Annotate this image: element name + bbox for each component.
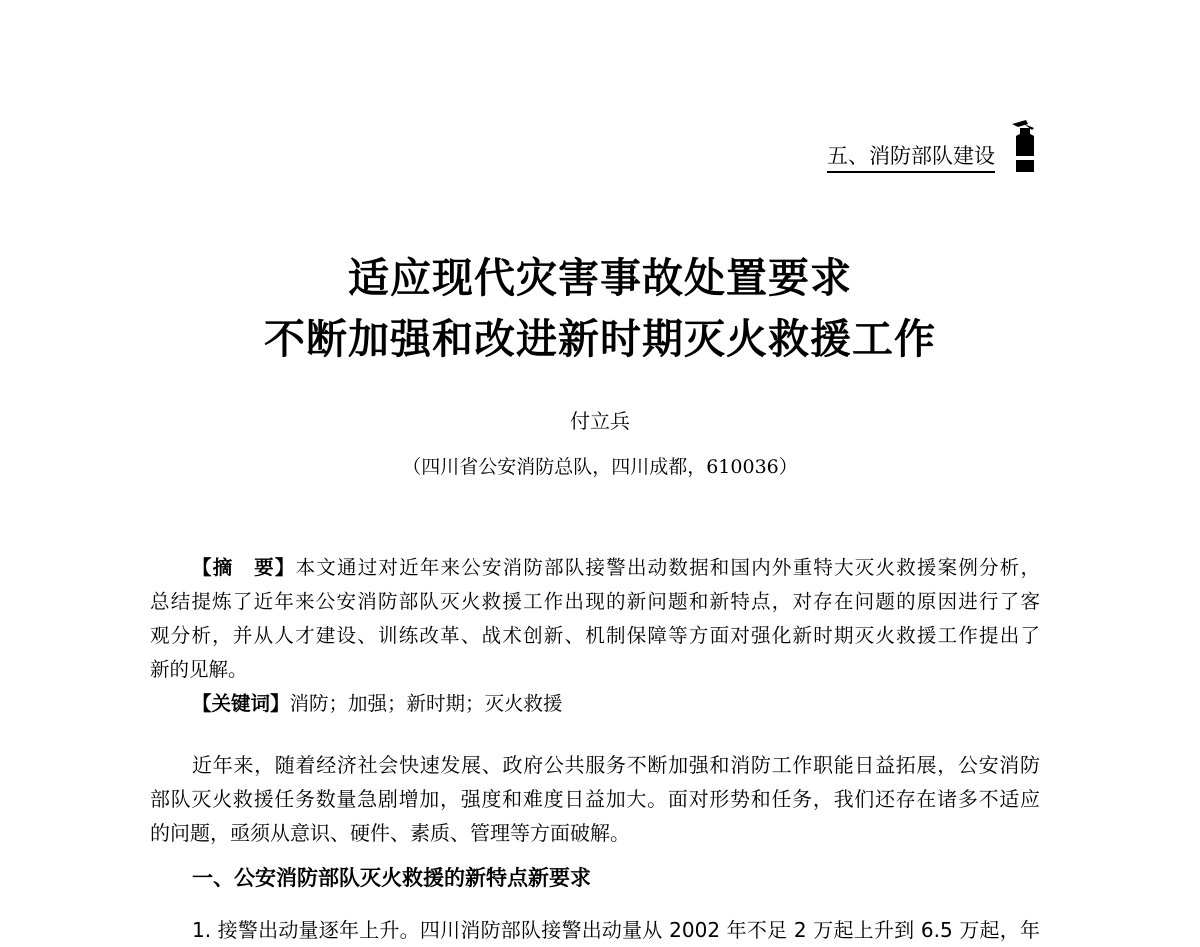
abstract-line: 总结提炼了近年来公安消防部队灭火救援工作出现的新问题和新特点，对存在问题的原因进行了客 xyxy=(150,590,1040,613)
keywords-label: 【关键词】 xyxy=(192,692,290,715)
abstract-line: 新的见解。 xyxy=(150,658,248,681)
intro-line: 部队灭火救援任务数量急剧增加，强度和难度日益加大。面对形势和任务，我们还存在诸多不适应 xyxy=(150,787,1040,811)
author: 付立兵 xyxy=(570,409,630,433)
intro-line: 近年来，随着经济社会快速发展、政府公共服务不断加强和消防工作职能日益拓展，公安消防 xyxy=(192,753,1040,777)
title-line-1: 适应现代灾害事故处置要求 xyxy=(348,254,852,302)
keywords: 【关键词】消防；加强；新时期；灭火救援 xyxy=(192,692,563,715)
abstract-line: 【摘 要】本文通过对近年来公安消防部队接警出动数据和国内外重特大灭火救援案例分析， xyxy=(192,556,1040,579)
item-1 xyxy=(150,913,1040,947)
section-header: 五、消防部队建设 xyxy=(827,140,995,173)
intro-paragraph xyxy=(150,748,1040,850)
abstract xyxy=(150,551,1040,721)
title-line-2: 不断加强和改进新时期灭火救援工作 xyxy=(264,315,936,363)
abstract-label: 【摘 要】 xyxy=(192,556,296,579)
fire-extinguisher-icon xyxy=(1004,118,1044,174)
intro-line: 的问题，亟须从意识、硬件、素质、管理等方面破解。 xyxy=(150,821,630,845)
section-heading: 一、公安消防部队灭火救援的新特点新要求 xyxy=(192,866,591,890)
affiliation: （四川省公安消防总队，四川成都，610036） xyxy=(402,456,798,478)
abstract-line: 观分析，并从人才建设、训练改革、战术创新、机制保障等方面对强化新时期灭火救援工作提出了 xyxy=(150,624,1040,647)
item-1-line: 1. 接警出动量逐年上升。四川消防部队接警出动量从 2002 年不足 2 万起上升到 6.5 万起，年 xyxy=(192,918,1040,942)
